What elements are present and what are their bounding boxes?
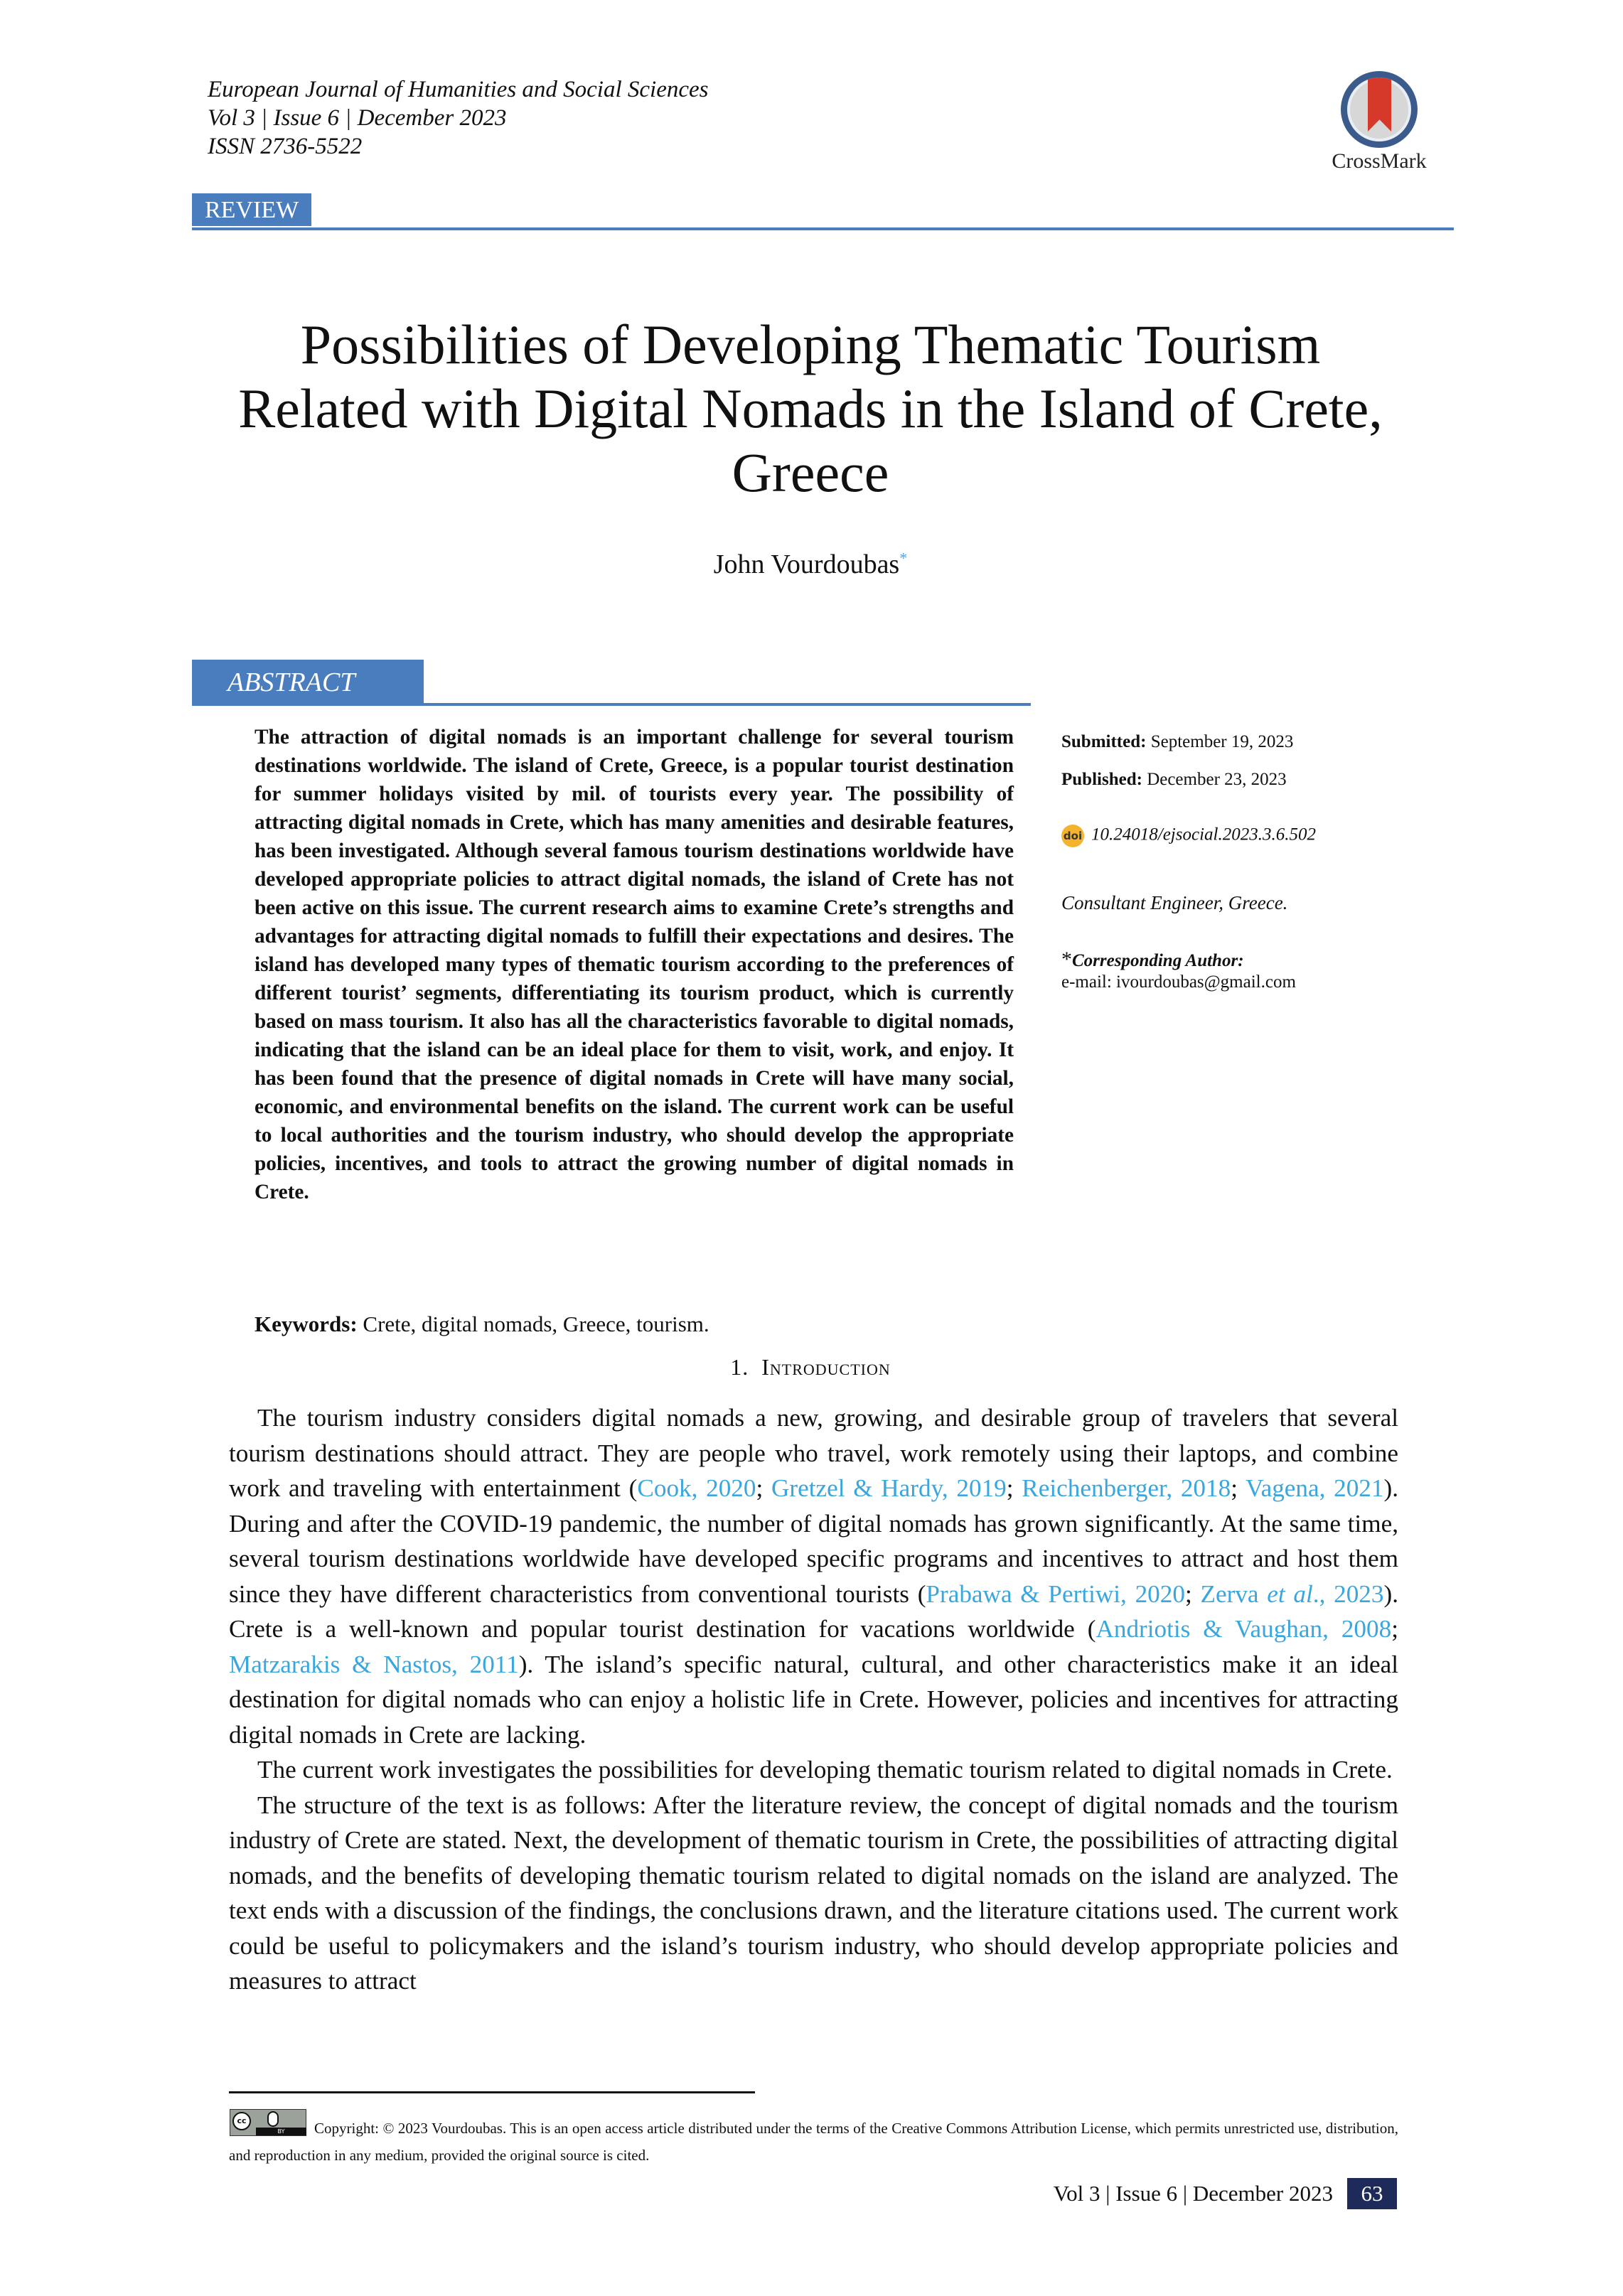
doi-line — [1061, 825, 1316, 847]
abstract-text: The attraction of digital nomads is an important challenge for several tourism destinations worldwide. The island of Crete, Greece, is a popular tourist destination for summer holidays visited by mil. of tourists every year. The possibility of attracting digital nomads in Crete, which has many amenities and desirable features, has been investigated. Although several famous tourism destinations worldwide have developed appropriate policies to attract digital nomads, the island of Crete has not been active on this issue. The current research aims to examine Crete’s strengths and advantages for attracting digital nomads to fulfill their expectations and desires. The island has developed many types of thematic tourism according to the preferences of different tourist’ segments, differentiating its tourism product, which is currently based on mass tourism. It also has all the characteristics favorable to digital nomads, indicating that the island can be an ideal place for them to visit, work, and enjoy. It has been found that the presence of digital nomads in Crete will have many social, economic, and environmental benefits on the island. The current work can be useful to local authorities and the tourism industry, who should develop the appropriate policies, incentives, and tools to attract the growing number of digital nomads in Crete. — [255, 726, 1014, 1203]
citation-link[interactable]: Gretzel & Hardy, 2019 — [771, 1474, 1007, 1502]
page-number: 63 — [1347, 2178, 1397, 2209]
body-text — [229, 1400, 1398, 1999]
text-run: ). Crete is a well-known and popular tourist destination for vacations worldwide ( — [229, 1579, 1399, 1643]
citation-link[interactable]: Prabawa & Pertiwi, 2020 — [926, 1579, 1185, 1608]
author-line — [213, 549, 1408, 580]
citation-link[interactable]: Andriotis & Vaughan, 2008 — [1096, 1615, 1392, 1643]
author-email[interactable]: e-mail: ivourdoubas@gmail.com — [1061, 972, 1296, 992]
published-value: December 23, 2023 — [1147, 770, 1287, 789]
journal-header — [208, 75, 709, 161]
corresponding-label: Corresponding Author: — [1072, 951, 1244, 970]
paragraph: The current work investigates the possibilities for developing thematic tourism related to digital nomads in Crete. — [257, 1756, 1393, 1783]
abstract-header-bar — [192, 660, 1031, 706]
doi-link[interactable]: 10.24018/ejsocial.2023.3.6.502 — [1091, 825, 1316, 844]
crossmark-icon — [1341, 71, 1418, 148]
cc-icon: cc — [232, 2112, 251, 2130]
text-run: ; — [1231, 1474, 1246, 1502]
copyright-notice: Copyright: © 2023 Vourdoubas. This is an open access article distributed under the terms of the Creative Commons Attribution License, which permits unrestricted use, distribution, and reproduction in any medium, provided the original source is cited. — [229, 2120, 1398, 2164]
doi-icon: doi — [1061, 825, 1084, 847]
abstract-label: ABSTRACT — [192, 660, 424, 703]
affiliation: Consultant Engineer, Greece. — [1061, 892, 1288, 913]
corresponding-author — [1061, 949, 1296, 993]
published-date — [1061, 770, 1287, 790]
section-number: 1. — [730, 1354, 749, 1380]
footer-volume: Vol 3 | Issue 6 | December 2023 — [1053, 2181, 1333, 2206]
keywords-label: Keywords: — [255, 1311, 358, 1336]
keywords — [255, 1311, 709, 1337]
journal-volume: Vol 3 | Issue 6 | December 2023 — [208, 105, 507, 131]
author-name: John Vourdoubas — [713, 549, 900, 579]
published-label: Published: — [1061, 770, 1142, 789]
article-title: Possibilities of Developing Thematic Tourism Related with Digital Nomads in the Island of Crete, Greece — [238, 313, 1383, 503]
crossmark-logo[interactable] — [1322, 71, 1436, 173]
asterisk-marker: * — [1061, 948, 1072, 971]
text-run: ; — [1006, 1474, 1022, 1502]
citation-part: ., 2023 — [1312, 1579, 1384, 1608]
citation-link[interactable] — [1200, 1580, 1383, 1608]
page-footer — [1054, 2178, 1397, 2209]
crossmark-label: CrossMark — [1332, 149, 1427, 173]
text-run: ). During and after the COVID-19 pandemic, the number of digital nomads has grown significantly. At the same time, several tourism destinations worldwide have developed specific programs and incentives to attract and host them since they have different characteristics from conventional tourists ( — [229, 1474, 1398, 1608]
text-run: ; — [756, 1474, 771, 1502]
footnote-divider — [229, 2091, 755, 2093]
citation-link[interactable]: Matzarakis & Nastos, 2011 — [229, 1650, 519, 1678]
text-run: The tourism industry considers digital nomads a new, growing, and desirable group of travelers that several tourism destinations should attract. They are people who travel, work remotely using their laptops, and combine work and traveling with entertainment ( — [229, 1404, 1398, 1502]
citation-link[interactable]: Vagena, 2021 — [1246, 1474, 1384, 1502]
corresponding-author-link[interactable]: * — [899, 549, 908, 567]
submitted-label: Submitted: — [1061, 732, 1147, 751]
citation-part: Zerva — [1200, 1579, 1268, 1608]
paragraph — [229, 1400, 1398, 1752]
article-type-tag: REVIEW — [192, 193, 311, 226]
submitted-value: September 19, 2023 — [1150, 732, 1294, 751]
text-run: ; — [1184, 1579, 1201, 1608]
bookmark-ribbon-icon — [1368, 77, 1391, 132]
text-run: ). The island’s specific natural, cultural, and other characteristics make it an ideal destination for digital nomads who can enjoy a holistic life in Crete. However, policies and incentives for attracting digital nomads in Crete are lacking. — [229, 1650, 1399, 1749]
submitted-date — [1061, 732, 1293, 752]
journal-issn: ISSN 2736-5522 — [208, 134, 363, 159]
keywords-text: Crete, digital nomads, Greece, tourism. — [363, 1311, 709, 1336]
paragraph: The structure of the text is as follows: After the literature review, the concept of digital nomads and the tourism industry of Crete are stated. Next, the development of thematic tourism in Crete, the possibilities of attracting digital nomads, and the benefits of developing thematic tourism related to digital nomads on the island are analyzed. The text ends with a discussion of the findings, the conclusions drawn, and the literature citations used. The current work could be useful to policymakers and the island’s tourism industry, who should develop appropriate policies and measures to attract — [229, 1791, 1398, 1995]
citation-link[interactable]: Cook, 2020 — [637, 1474, 756, 1502]
journal-name: European Journal of Humanities and Social Sciences — [208, 77, 709, 102]
citation-link[interactable]: Reichenberger, 2018 — [1022, 1474, 1231, 1502]
citation-part: et al — [1267, 1579, 1313, 1608]
section-title: Introduction — [761, 1354, 891, 1380]
by-label: BY — [256, 2128, 306, 2135]
text-run: ; — [1391, 1615, 1398, 1643]
section-heading — [213, 1354, 1408, 1380]
article-type-bar — [192, 193, 1454, 230]
